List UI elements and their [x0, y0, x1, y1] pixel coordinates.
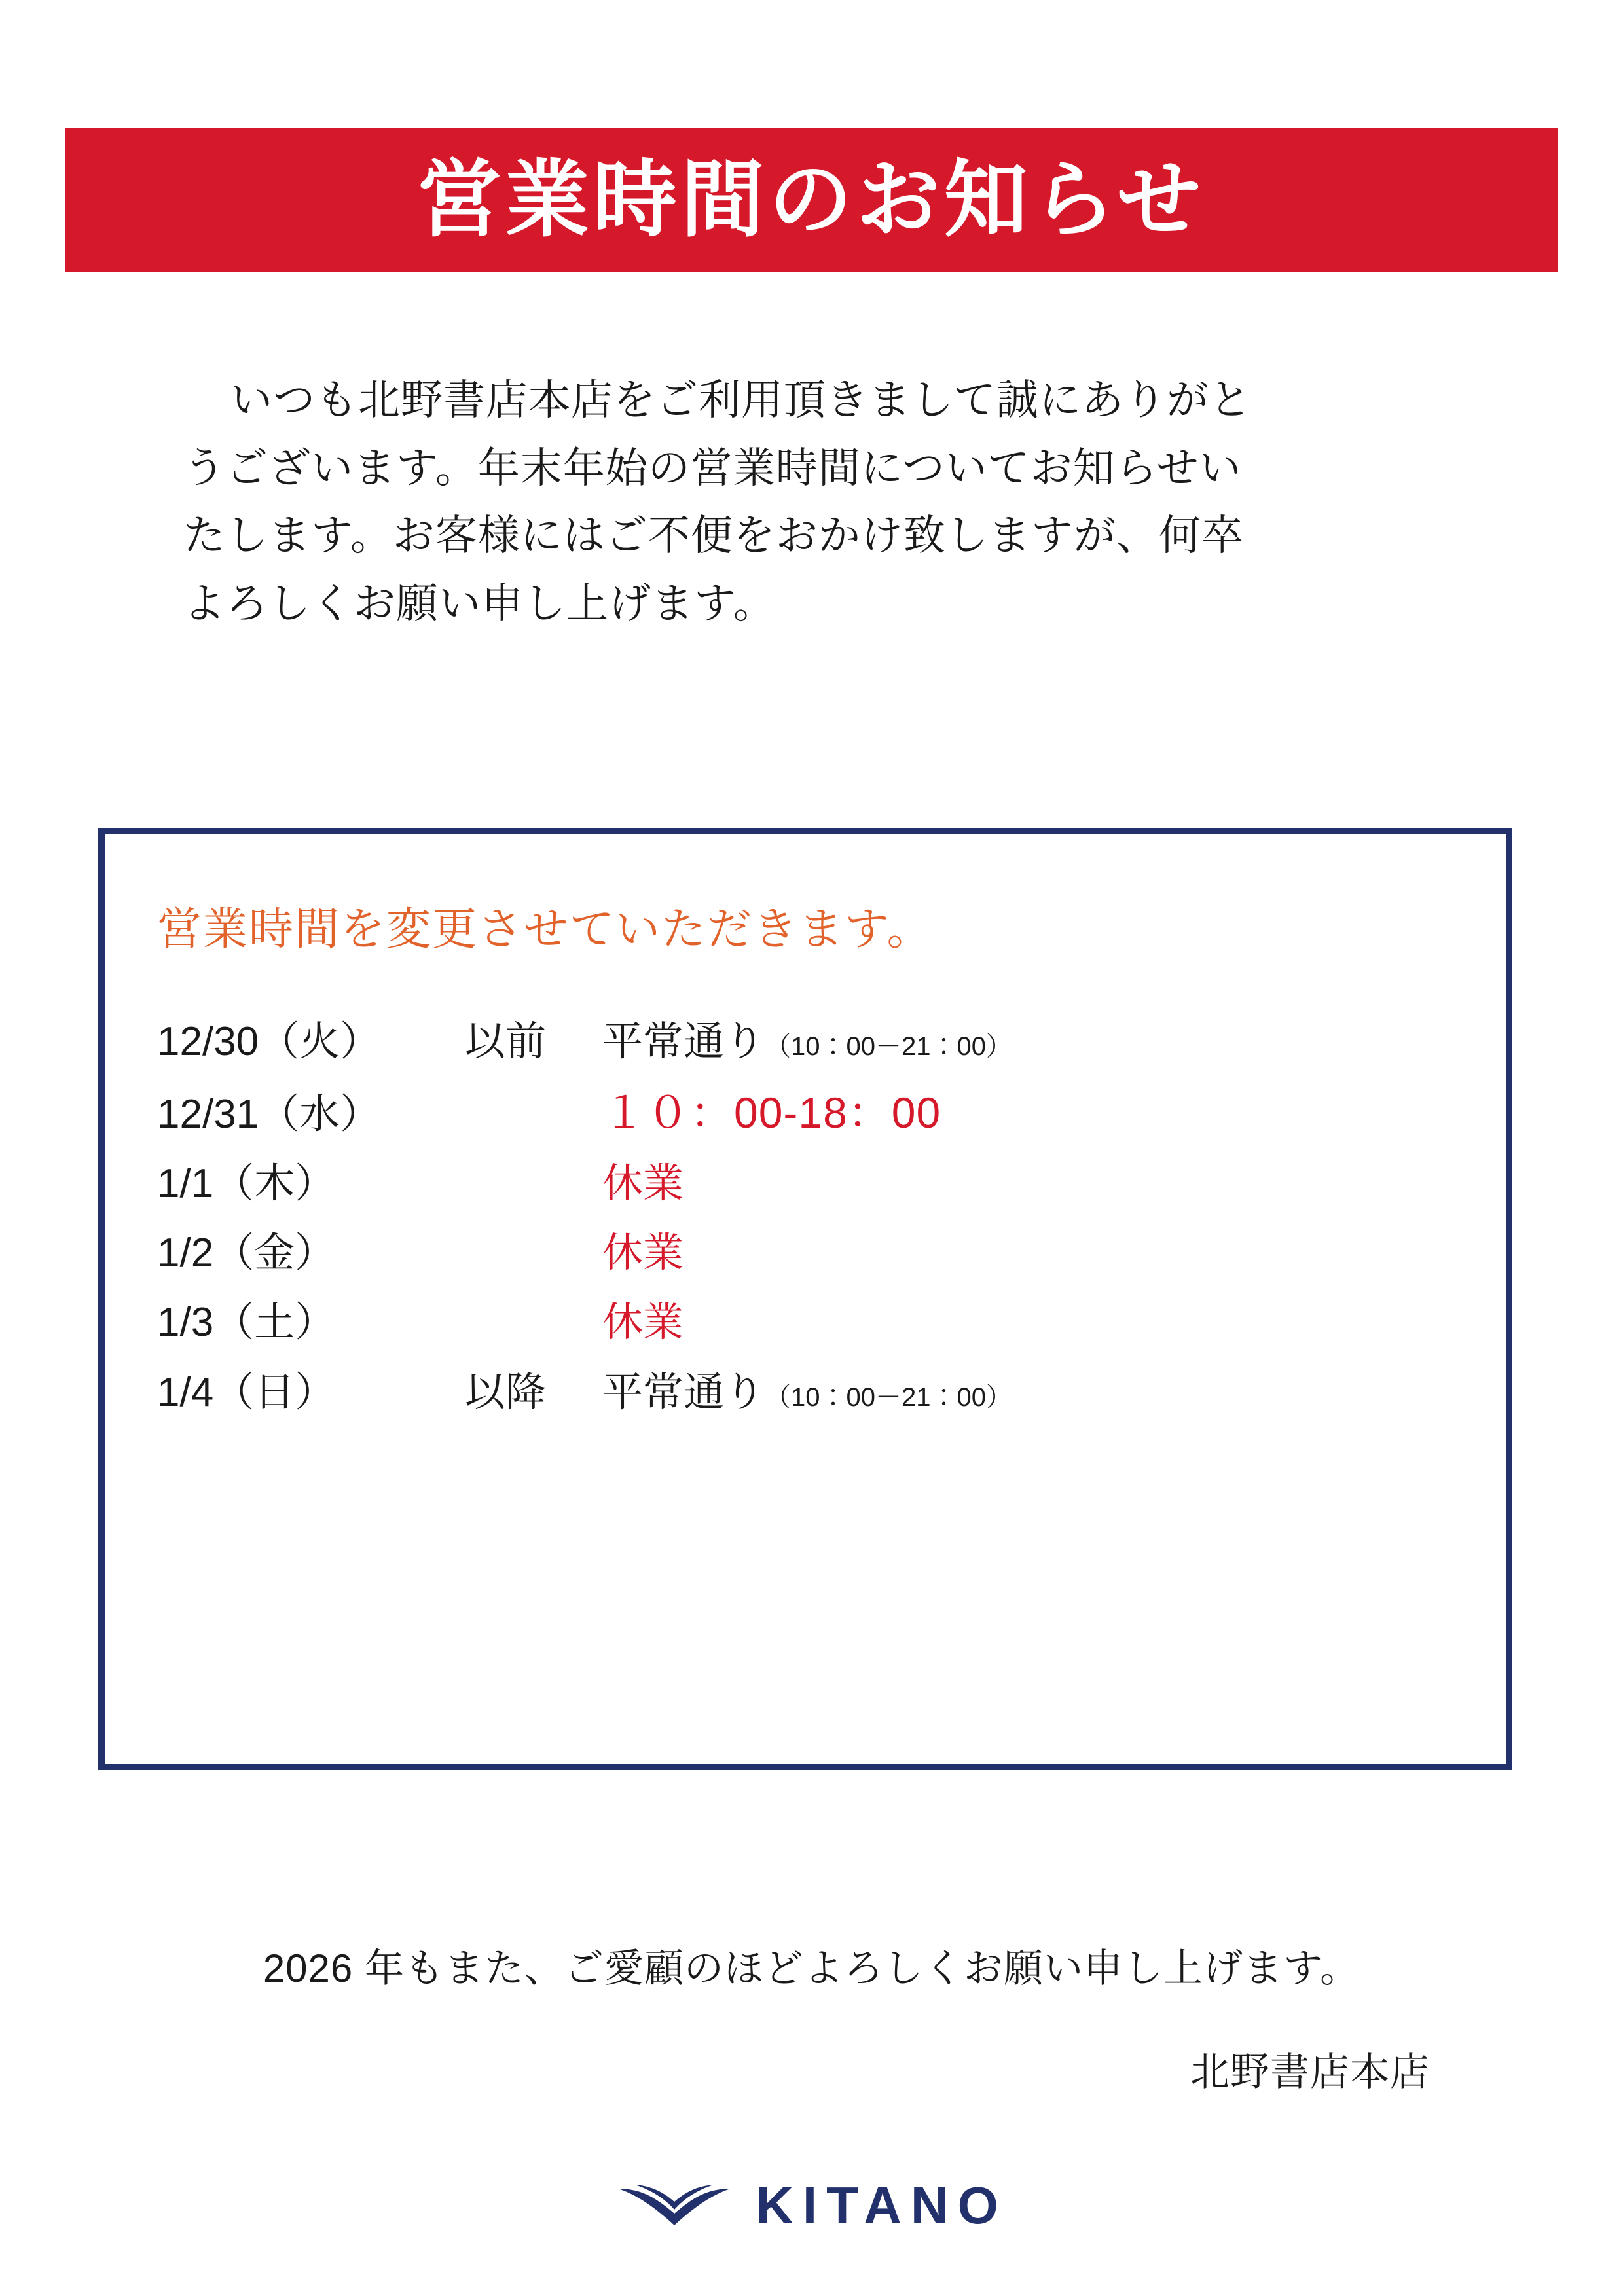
row-status-note: （10：00－21：00）: [765, 1031, 1012, 1061]
intro-line: うございます。年末年始の営業時間についてお知らせい: [183, 444, 1242, 492]
row-status-text: 休業: [602, 1300, 684, 1346]
row-status-text: １０：00-18：00: [602, 1088, 941, 1137]
table-row: [157, 1020, 1467, 1089]
row-status-text: 平常通り: [602, 1369, 765, 1415]
closing-greeting: 2026 年もまた、ご愛顧のほどよろしくお願い申し上げます。: [263, 1946, 1360, 1990]
hours-change-heading: 営業時間を変更させていただきます。: [157, 905, 933, 954]
row-status-text: 休業: [602, 1160, 684, 1206]
row-date: 1/2（金）: [157, 1230, 336, 1276]
row-date: 12/30（火）: [157, 1018, 381, 1064]
intro-line: よろしくお願い申し上げます。: [183, 580, 776, 628]
page-title: 営業時間のお知らせ: [417, 153, 1205, 247]
row-status: [596, 1300, 1467, 1370]
intro-line: たします。お客様にはご不便をおかけ致しますが、何卒: [183, 512, 1244, 560]
intro-paragraph: [183, 367, 1440, 638]
row-date: 12/31（水）: [157, 1091, 381, 1137]
row-suffix: [465, 1162, 596, 1231]
table-row: [157, 1162, 1467, 1231]
hours-notice-content: [157, 903, 1467, 1415]
row-suffix: [465, 1231, 596, 1300]
row-status-text: 平常通り: [602, 1018, 765, 1064]
closing-signature: 北野書店本店: [1190, 2050, 1430, 2094]
intro-line: いつも北野書店本店をご利用頂きまして誠にありがと: [230, 376, 1252, 423]
row-suffix: 以降: [465, 1369, 547, 1415]
row-date: 1/1（木）: [157, 1160, 336, 1206]
row-date: 1/4（日）: [157, 1369, 336, 1415]
row-status: [596, 1089, 1467, 1162]
row-date: 1/3（土）: [157, 1300, 336, 1346]
row-status: [596, 1162, 1467, 1231]
table-row: [157, 1089, 1467, 1162]
row-suffix: [465, 1300, 596, 1370]
row-status: [596, 1231, 1467, 1300]
row-status-text: 休業: [602, 1230, 684, 1276]
logo-wordmark: KITANO: [756, 2176, 1008, 2234]
row-status-note: （10：00－21：00）: [765, 1382, 1012, 1412]
hours-table: [157, 1020, 1467, 1415]
row-suffix: [465, 1089, 596, 1162]
closing-text: [0, 1937, 1623, 2097]
row-suffix: 以前: [465, 1018, 547, 1064]
table-row: [157, 1371, 1467, 1415]
row-status: [596, 1020, 1467, 1089]
kitano-bird-icon: [615, 2179, 733, 2232]
brand-logo: [0, 2176, 1623, 2234]
header-banner: [65, 128, 1558, 272]
row-status: [596, 1371, 1467, 1415]
table-row: [157, 1231, 1467, 1300]
table-row: [157, 1300, 1467, 1370]
hours-notice-box: [98, 828, 1512, 1770]
